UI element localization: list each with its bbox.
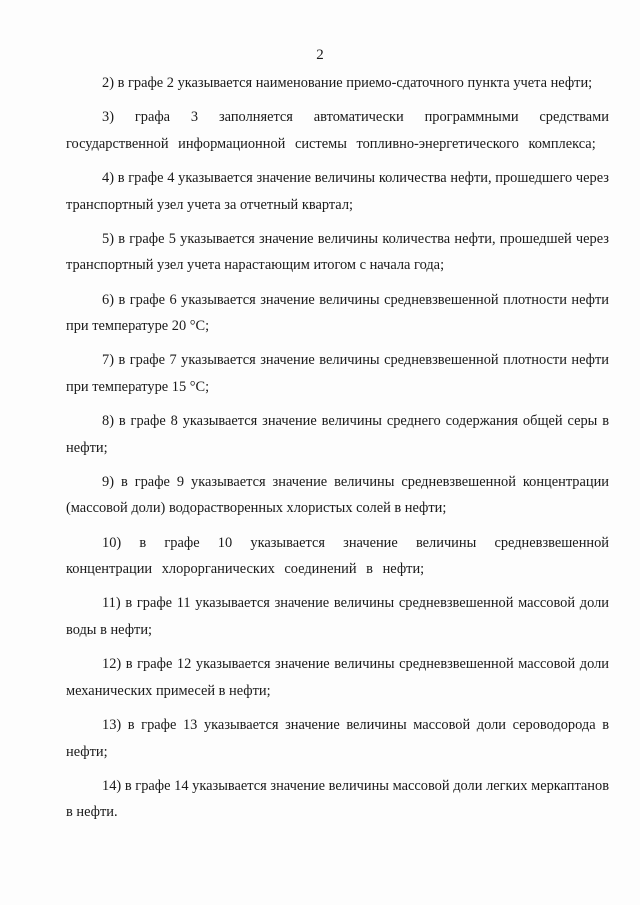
paragraph-item-5: 5) в графе 5 указывается значение величины количества нефти, прошедшей через транспортный узел учета нарастающим итогом с начала года; [66, 230, 609, 274]
paragraph-item-8: 8) в графе 8 указывается значение величины среднего содержания общей серы в нефти; [66, 413, 609, 456]
paragraph-item-3: 3) графа 3 заполняется автоматически программными средствами государственной информационной системы топливно-энергетического комплекса; [66, 109, 609, 152]
paragraph-item-2: 2) в графе 2 указывается наименование приемо-сдаточного пункта учета нефти; [102, 75, 593, 91]
paragraph-item-13: 13) в графе 13 указывается значение величины массовой доли сероводорода в нефти; [66, 717, 609, 760]
paragraph-item-14: 14) в графе 14 указывается значение величины массовой доли легких меркаптанов в нефти. [66, 777, 609, 821]
page-number: 2 [316, 47, 324, 63]
document-body [66, 70, 609, 834]
paragraph-item-9: 9) в графе 9 указывается значение величины средневзвешенной концентрации (массовой доли) водорастворенных хлористых солей в нефти; [66, 473, 609, 517]
paragraph-item-11: 11) в графе 11 указывается значение величины средневзвешенной массовой доли воды в нефти; [66, 595, 609, 639]
paragraph-item-12: 12) в графе 12 указывается значение величины средневзвешенной массовой доли механических примесей в нефти; [66, 656, 609, 699]
paragraph-item-7: 7) в графе 7 указывается значение величины средневзвешенной плотности нефти при температуре 15 °С; [66, 352, 609, 395]
paragraph-item-4: 4) в графе 4 указывается значение величины количества нефти, прошедшего через транспортный узел учета за отчетный квартал; [66, 169, 609, 213]
paragraph-item-6: 6) в графе 6 указывается значение величины средневзвешенной плотности нефти при температуре 20 °С; [66, 291, 609, 335]
paragraph-item-10: 10) в графе 10 указывается значение величины средневзвешенной концентрации хлорорганических соединений в нефти; [66, 534, 609, 578]
